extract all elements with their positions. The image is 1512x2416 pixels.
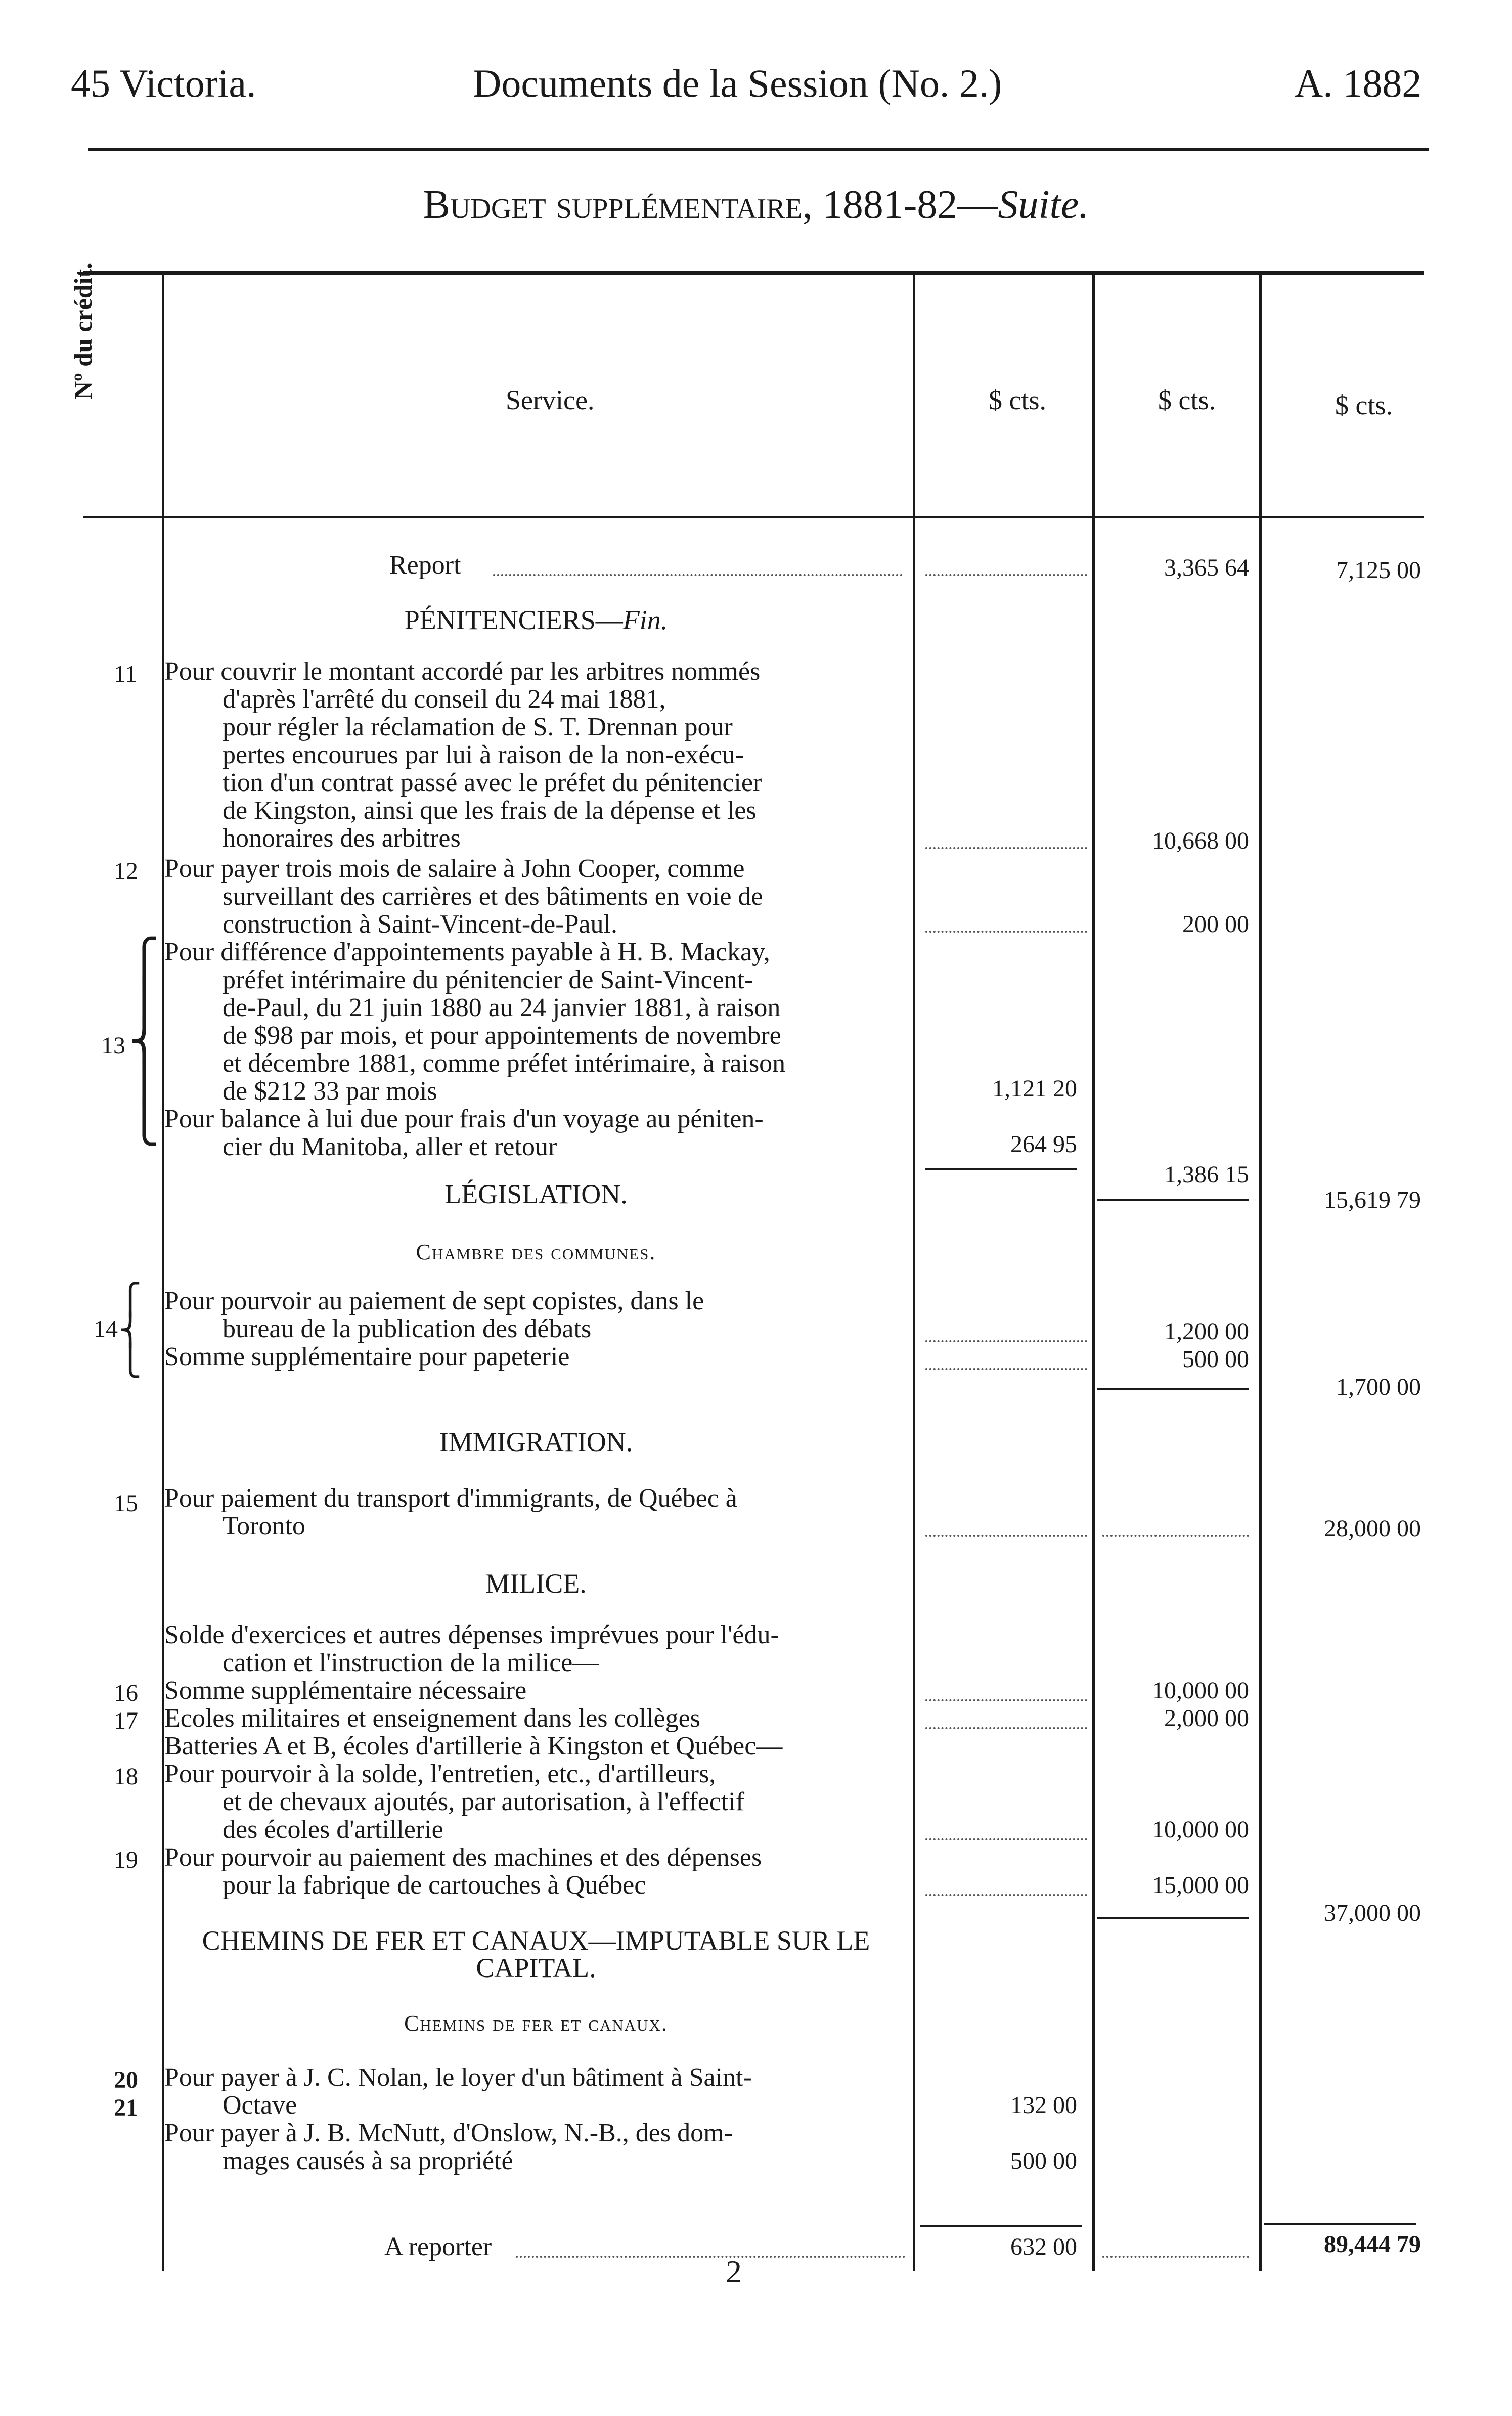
item-13a: Pour différence d'appointements payable à H. B. Mackay, préfet intérimaire du pénitencier de Saint-Vincent- de-Paul, du 21 juin 1880 au 24 janvier 1881, à raison de $98 par mois, et pour appointements de novembre et décembre 1881, comme préfet intérimaire, à raison de $212 33 par mois xyxy=(164,938,786,1106)
item-13a-col1: 1,121 20 xyxy=(992,1075,1077,1102)
section-immigration: IMMIGRATION. xyxy=(439,1427,633,1457)
subsection-chambre: Chambre des communes. xyxy=(416,1240,656,1264)
item-17-col2: 2,000 00 xyxy=(1164,1705,1249,1732)
column-header-credit: Nº du crédit. xyxy=(69,262,97,400)
header-right: A. 1882 xyxy=(1295,61,1422,105)
brace-14: ⎧ ⎨ ⎩ xyxy=(119,1283,142,1377)
subsection-chemins: Chemins de fer et canaux. xyxy=(404,2011,668,2036)
report-col2: 3,365 64 xyxy=(1164,554,1249,581)
column-header-col2: $ cts. xyxy=(1158,385,1216,415)
item-20: Pour payer à J. C. Nolan, le loyer d'un bâtiment à Saint- Octave xyxy=(164,2063,752,2120)
credit-no-12: 12 xyxy=(114,858,138,885)
item-19: Pour pourvoir au paiement des machines et des dépenses pour la fabrique de cartouches à Québec xyxy=(164,1843,762,1900)
item-14b-col2: 500 00 xyxy=(1182,1346,1249,1373)
col-divider-col1 xyxy=(1092,273,1095,2271)
item-13b-col1: 264 95 xyxy=(1010,1131,1077,1158)
a-reporter-col3: 89,444 79 xyxy=(1324,2231,1421,2258)
item-16-col2: 10,000 00 xyxy=(1152,1677,1249,1704)
credit-no-18: 18 xyxy=(114,1763,138,1790)
item-12-col2: 200 00 xyxy=(1182,911,1249,938)
item-21: Pour payer à J. B. McNutt, d'Onslow, N.-B., des dom- mages causés à sa propriété xyxy=(164,2119,733,2175)
header-center: Documents de la Session (No. 2.) xyxy=(473,61,1002,105)
report-label: Report xyxy=(389,551,461,580)
credit-no-15: 15 xyxy=(114,1490,138,1517)
section-legislation: LÉGISLATION. xyxy=(444,1179,628,1209)
item-19-col2: 15,000 00 xyxy=(1152,1872,1249,1899)
table-head-rule xyxy=(83,516,1424,518)
report-col3: 7,125 00 xyxy=(1336,557,1421,584)
credit-no-11: 11 xyxy=(114,661,138,687)
penitenciers-total: 15,619 79 xyxy=(1324,1187,1421,1213)
credit-no-16: 16 xyxy=(114,1680,138,1706)
item-18: Pour pourvoir à la solde, l'entretien, etc., d'artilleurs, et de chevaux ajoutés, par autorisation, à l'effectif des écoles d'artillerie xyxy=(164,1760,745,1844)
item-14a-col2: 1,200 00 xyxy=(1164,1318,1249,1345)
item-14b: Somme supplémentaire pour papeterie xyxy=(164,1342,570,1371)
item-15: Pour paiement du transport d'immigrants, de Québec à Toronto xyxy=(164,1484,737,1541)
credit-no-20: 20 xyxy=(114,2067,138,2093)
section-milice: MILICE. xyxy=(485,1568,587,1599)
credit-no-19: 19 xyxy=(114,1847,138,1873)
column-header-service: Service. xyxy=(506,385,595,415)
page-number: 2 xyxy=(726,2254,742,2290)
header-rule xyxy=(88,148,1429,151)
credit-no-21: 21 xyxy=(114,2094,138,2121)
milice-total: 37,000 00 xyxy=(1324,1900,1421,1926)
column-header-col1: $ cts. xyxy=(989,385,1046,415)
credit-no-17: 17 xyxy=(114,1707,138,1734)
item-21-col1: 500 00 xyxy=(1010,2147,1077,2174)
table-top-rule xyxy=(83,271,1424,275)
page-title: Budget supplémentaire, 1881-82—Suite. xyxy=(423,183,1089,227)
legislation-total: 1,700 00 xyxy=(1336,1374,1421,1400)
section-chemins: CHEMINS DE FER ET CANAUX—IMPUTABLE SUR LE CAPITAL. xyxy=(202,1925,870,1983)
item-18-col2: 10,000 00 xyxy=(1152,1816,1249,1843)
item-12: Pour payer trois mois de salaire à John Cooper, comme surveillant des carrières et des bâtiments en voie de construction à Saint-Vincent-de-Paul. xyxy=(164,854,763,939)
brace-13: ⎧ ⎪ ⎨ ⎪ ⎩ xyxy=(129,939,159,1145)
column-header-col3: $ cts. xyxy=(1335,390,1393,420)
header-left: 45 Victoria. xyxy=(71,61,256,105)
credit-no-14: 14 xyxy=(94,1315,118,1342)
a-reporter-col1: 632 00 xyxy=(1010,2233,1077,2260)
item-13b: Pour balance à lui due pour frais d'un voyage au péniten- cier du Manitoba, aller et retour xyxy=(164,1105,764,1161)
milice-intro: Solde d'exercices et autres dépenses imprévues pour l'édu- cation et l'instruction de la milice— xyxy=(164,1620,779,1677)
item-14a: Pour pourvoir au paiement de sept copistes, dans le bureau de la publication des débats xyxy=(164,1287,704,1343)
immigration-total: 28,000 00 xyxy=(1324,1515,1421,1542)
credit-no-13: 13 xyxy=(101,1032,125,1059)
batteries-intro: Batteries A et B, écoles d'artillerie à Kingston et Québec— xyxy=(164,1732,783,1761)
item-11-col2: 10,668 00 xyxy=(1152,827,1249,854)
section-penitenciers: PÉNITENCIERS—Fin. xyxy=(404,605,668,635)
col-divider-service xyxy=(913,273,915,2271)
item-11: Pour couvrir le montant accordé par les arbitres nommés d'après l'arrêté du conseil du 24 mai 1881, pour régler la réclamation de S. T. Drennan pour pertes encourues par lui à raison de la non-exécu- tion d'un contrat passé avec le préfet du pénitencier de Kingston, ainsi que les frais de la dépense et les honoraires des arbitres xyxy=(164,657,762,853)
item-17: Ecoles militaires et enseignement dans les collèges xyxy=(164,1704,700,1733)
item-20-col1: 132 00 xyxy=(1010,2092,1077,2119)
a-reporter-label: A reporter xyxy=(384,2232,492,2261)
item-13-subtotal: 1,386 15 xyxy=(1164,1161,1249,1188)
col-divider-col2 xyxy=(1259,273,1262,2271)
item-16: Somme supplémentaire nécessaire xyxy=(164,1676,527,1705)
